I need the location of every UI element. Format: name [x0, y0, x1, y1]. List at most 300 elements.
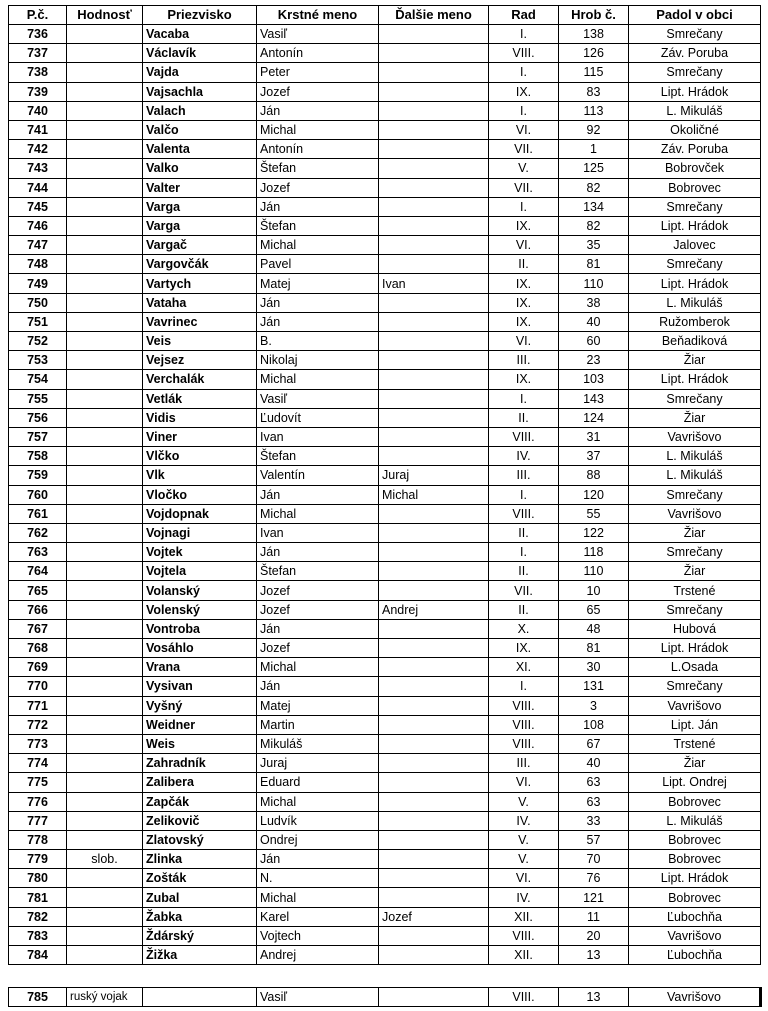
cell-surname: Vacaba	[143, 25, 257, 44]
cell-first-name: Vasiľ	[257, 988, 379, 1007]
cell-village: Bobrovec	[629, 850, 761, 869]
cell-row: VIII.	[489, 427, 559, 446]
cell-village: Trstené	[629, 734, 761, 753]
table-row	[9, 830, 761, 849]
cell-number: 778	[9, 830, 67, 849]
cell-number: 753	[9, 351, 67, 370]
cell-surname: Žižka	[143, 946, 257, 965]
table-row	[9, 562, 761, 581]
cell-surname: Valter	[143, 178, 257, 197]
cell-number: 761	[9, 504, 67, 523]
cell-grave: 31	[559, 427, 629, 446]
cell-grave: 115	[559, 63, 629, 82]
cell-first-name: Ondrej	[257, 830, 379, 849]
cell-village: L. Mikuláš	[629, 101, 761, 120]
cell-grave: 83	[559, 82, 629, 101]
cell-rank: slob.	[67, 850, 143, 869]
cell-village: Smrečany	[629, 543, 761, 562]
cell-other-name	[379, 44, 489, 63]
table-row	[9, 504, 761, 523]
cell-rank	[67, 581, 143, 600]
cell-row: VII.	[489, 178, 559, 197]
cell-rank	[67, 792, 143, 811]
cell-first-name: Jozef	[257, 600, 379, 619]
cell-other-name: Andrej	[379, 600, 489, 619]
cell-first-name: Karel	[257, 907, 379, 926]
cell-village: Smrečany	[629, 485, 761, 504]
cell-rank	[67, 639, 143, 658]
cell-grave: 20	[559, 926, 629, 945]
cell-rank	[67, 274, 143, 293]
cell-village: Záv. Poruba	[629, 140, 761, 159]
cell-other-name	[379, 255, 489, 274]
cell-surname: Zelikovič	[143, 811, 257, 830]
cell-row: IX.	[489, 293, 559, 312]
header-cell: P.č.	[9, 6, 67, 25]
cell-number: 771	[9, 696, 67, 715]
cell-rank	[67, 389, 143, 408]
cell-grave: 1	[559, 140, 629, 159]
cell-village: Vavrišovo	[629, 427, 761, 446]
cell-rank	[67, 63, 143, 82]
cell-surname: Vlčko	[143, 447, 257, 466]
cell-other-name	[379, 197, 489, 216]
cell-other-name	[379, 216, 489, 235]
cell-first-name: Michal	[257, 658, 379, 677]
cell-first-name: Ján	[257, 293, 379, 312]
cell-other-name	[379, 159, 489, 178]
cell-first-name: Eduard	[257, 773, 379, 792]
cell-other-name	[379, 523, 489, 542]
cell-first-name: Ivan	[257, 427, 379, 446]
cell-village: Bobrovec	[629, 178, 761, 197]
table-row	[9, 101, 761, 120]
cell-rank	[67, 236, 143, 255]
cell-village: Bobrovček	[629, 159, 761, 178]
cell-row: IV.	[489, 811, 559, 830]
cell-number: 780	[9, 869, 67, 888]
cell-grave: 70	[559, 850, 629, 869]
table-row	[9, 427, 761, 446]
cell-grave: 37	[559, 447, 629, 466]
cell-rank	[67, 754, 143, 773]
cell-rank	[67, 811, 143, 830]
cell-other-name	[379, 63, 489, 82]
cell-grave: 40	[559, 754, 629, 773]
cell-row: VI.	[489, 773, 559, 792]
table-row	[9, 619, 761, 638]
cell-grave: 23	[559, 351, 629, 370]
cell-rank	[67, 120, 143, 139]
cell-rank	[67, 715, 143, 734]
cell-grave: 113	[559, 101, 629, 120]
cell-row: II.	[489, 600, 559, 619]
cell-row: II.	[489, 523, 559, 542]
cell-first-name: Jozef	[257, 82, 379, 101]
cell-row: IX.	[489, 639, 559, 658]
cell-row: VIII.	[489, 44, 559, 63]
cell-first-name: Vasiľ	[257, 25, 379, 44]
cell-row: VII.	[489, 140, 559, 159]
cell-rank	[67, 427, 143, 446]
cell-rank	[67, 197, 143, 216]
cell-village: Lipt. Hrádok	[629, 639, 761, 658]
cell-other-name	[379, 504, 489, 523]
cell-number: 755	[9, 389, 67, 408]
table-row	[9, 351, 761, 370]
cell-grave: 126	[559, 44, 629, 63]
cell-village: Smrečany	[629, 255, 761, 274]
table-row	[9, 639, 761, 658]
cell-other-name	[379, 658, 489, 677]
cell-first-name: Ján	[257, 543, 379, 562]
cell-first-name: Matej	[257, 696, 379, 715]
cell-other-name	[379, 332, 489, 351]
cell-grave: 120	[559, 485, 629, 504]
cell-first-name: Ján	[257, 485, 379, 504]
cell-other-name: Jozef	[379, 907, 489, 926]
cell-other-name	[379, 120, 489, 139]
cell-row: V.	[489, 830, 559, 849]
cell-village: Bobrovec	[629, 830, 761, 849]
cell-row: VI.	[489, 236, 559, 255]
cell-grave: 110	[559, 274, 629, 293]
cell-village: Žiar	[629, 351, 761, 370]
cell-grave: 138	[559, 25, 629, 44]
cell-other-name	[379, 178, 489, 197]
cell-surname: Zalibera	[143, 773, 257, 792]
table-row	[9, 946, 761, 965]
cell-grave: 33	[559, 811, 629, 830]
cell-rank	[67, 178, 143, 197]
cell-village: L. Mikuláš	[629, 447, 761, 466]
cell-first-name: Ján	[257, 101, 379, 120]
cell-number: 772	[9, 715, 67, 734]
cell-village: Smrečany	[629, 25, 761, 44]
cell-grave: 63	[559, 773, 629, 792]
cell-row: VIII.	[489, 988, 559, 1007]
table-row	[9, 178, 761, 197]
cell-grave: 57	[559, 830, 629, 849]
cell-grave: 65	[559, 600, 629, 619]
cell-surname: Vojtela	[143, 562, 257, 581]
cell-row: VIII.	[489, 926, 559, 945]
cell-surname: Vavrinec	[143, 312, 257, 331]
cell-village: Vavrišovo	[629, 988, 761, 1007]
cell-first-name: Michal	[257, 120, 379, 139]
header-cell: Krstné meno	[257, 6, 379, 25]
header-cell: Hodnosť	[67, 6, 143, 25]
table-row	[9, 792, 761, 811]
cell-row: II.	[489, 408, 559, 427]
cell-grave: 88	[559, 466, 629, 485]
cell-surname: Vyšný	[143, 696, 257, 715]
table-row	[9, 888, 761, 907]
cell-surname: Vontroba	[143, 619, 257, 638]
table-row	[9, 274, 761, 293]
cell-other-name	[379, 427, 489, 446]
cell-grave: 40	[559, 312, 629, 331]
cell-row: IX.	[489, 82, 559, 101]
cell-first-name: Ľudovít	[257, 408, 379, 427]
cell-other-name	[379, 773, 489, 792]
cell-number: 766	[9, 600, 67, 619]
table-row	[9, 447, 761, 466]
cell-row: I.	[489, 63, 559, 82]
header-cell: Rad	[489, 6, 559, 25]
burial-register-table	[8, 5, 761, 965]
cell-grave: 121	[559, 888, 629, 907]
table-row	[9, 523, 761, 542]
cell-row: XII.	[489, 907, 559, 926]
cell-first-name: Andrej	[257, 946, 379, 965]
cell-rank	[67, 562, 143, 581]
cell-village: Smrečany	[629, 600, 761, 619]
cell-number: 738	[9, 63, 67, 82]
table-row	[9, 600, 761, 619]
cell-first-name: Jozef	[257, 639, 379, 658]
cell-other-name: Ivan	[379, 274, 489, 293]
cell-number: 754	[9, 370, 67, 389]
table-row	[9, 140, 761, 159]
cell-grave: 30	[559, 658, 629, 677]
cell-first-name: Štefan	[257, 562, 379, 581]
cell-first-name: Peter	[257, 63, 379, 82]
table-row	[9, 236, 761, 255]
cell-row: IV.	[489, 888, 559, 907]
cell-row: XI.	[489, 658, 559, 677]
cell-grave: 38	[559, 293, 629, 312]
cell-village: L. Mikuláš	[629, 466, 761, 485]
cell-number: 746	[9, 216, 67, 235]
cell-rank	[67, 101, 143, 120]
table-row	[9, 754, 761, 773]
cell-grave: 92	[559, 120, 629, 139]
cell-number: 750	[9, 293, 67, 312]
cell-first-name: Matej	[257, 274, 379, 293]
table-row	[9, 734, 761, 753]
cell-number: 765	[9, 581, 67, 600]
table-row	[9, 408, 761, 427]
cell-number: 749	[9, 274, 67, 293]
cell-village: Lipt. Hrádok	[629, 370, 761, 389]
cell-surname: Vrana	[143, 658, 257, 677]
cell-rank	[67, 485, 143, 504]
cell-rank	[67, 773, 143, 792]
cell-other-name	[379, 850, 489, 869]
cell-grave: 122	[559, 523, 629, 542]
cell-first-name: Michal	[257, 370, 379, 389]
cell-first-name: Ludvík	[257, 811, 379, 830]
cell-rank	[67, 696, 143, 715]
cell-other-name	[379, 543, 489, 562]
cell-village: Trstené	[629, 581, 761, 600]
cell-other-name	[379, 236, 489, 255]
table-row	[9, 696, 761, 715]
cell-first-name: Michal	[257, 504, 379, 523]
cell-grave: 13	[559, 988, 629, 1007]
cell-surname: Zahradník	[143, 754, 257, 773]
cell-row: VIII.	[489, 504, 559, 523]
cell-surname: Zapčák	[143, 792, 257, 811]
cell-row: X.	[489, 619, 559, 638]
table-row	[9, 988, 761, 1007]
table-row	[9, 485, 761, 504]
cell-first-name: Vasiľ	[257, 389, 379, 408]
cell-village: Okoličné	[629, 120, 761, 139]
cell-other-name	[379, 811, 489, 830]
cell-number: 763	[9, 543, 67, 562]
cell-village: Lipt. Hrádok	[629, 82, 761, 101]
table-row	[9, 543, 761, 562]
cell-number: 743	[9, 159, 67, 178]
table-row	[9, 293, 761, 312]
cell-first-name: Ivan	[257, 523, 379, 542]
cell-surname: Valko	[143, 159, 257, 178]
cell-rank	[67, 677, 143, 696]
header-cell: Padol v obci	[629, 6, 761, 25]
cell-row: II.	[489, 255, 559, 274]
table-row	[9, 581, 761, 600]
cell-row: VIII.	[489, 715, 559, 734]
cell-number: 741	[9, 120, 67, 139]
cell-first-name: Ján	[257, 850, 379, 869]
cell-row: IX.	[489, 274, 559, 293]
cell-first-name: Jozef	[257, 178, 379, 197]
cell-first-name: Ján	[257, 677, 379, 696]
cell-grave: 103	[559, 370, 629, 389]
cell-village: Lipt. Hrádok	[629, 274, 761, 293]
cell-surname: Žabka	[143, 907, 257, 926]
cell-village: Smrečany	[629, 197, 761, 216]
cell-rank	[67, 869, 143, 888]
cell-rank	[67, 408, 143, 427]
cell-surname: Vojtek	[143, 543, 257, 562]
cell-surname: Valach	[143, 101, 257, 120]
cell-number: 744	[9, 178, 67, 197]
cell-grave: 63	[559, 792, 629, 811]
cell-rank	[67, 504, 143, 523]
cell-other-name	[379, 389, 489, 408]
table-row	[9, 677, 761, 696]
cell-village: Ľubochňa	[629, 946, 761, 965]
cell-surname: Ždárský	[143, 926, 257, 945]
table-row	[9, 159, 761, 178]
cell-other-name	[379, 312, 489, 331]
cell-number: 751	[9, 312, 67, 331]
cell-row: VI.	[489, 869, 559, 888]
cell-row: III.	[489, 466, 559, 485]
cell-surname: Valenta	[143, 140, 257, 159]
header-row	[9, 6, 761, 25]
cell-other-name	[379, 696, 489, 715]
cell-grave: 76	[559, 869, 629, 888]
cell-rank: ruský vojak	[67, 988, 143, 1007]
cell-other-name	[379, 677, 489, 696]
table-row	[9, 370, 761, 389]
cell-number: 785	[9, 988, 67, 1007]
cell-number: 770	[9, 677, 67, 696]
cell-village: Vavrišovo	[629, 504, 761, 523]
cell-number: 760	[9, 485, 67, 504]
cell-first-name: Ján	[257, 197, 379, 216]
cell-first-name: Michal	[257, 888, 379, 907]
cell-grave: 60	[559, 332, 629, 351]
cell-other-name	[379, 639, 489, 658]
cell-grave: 134	[559, 197, 629, 216]
cell-surname: Varga	[143, 197, 257, 216]
cell-village: Smrečany	[629, 677, 761, 696]
cell-surname: Veis	[143, 332, 257, 351]
cell-first-name: Valentín	[257, 466, 379, 485]
cell-row: V.	[489, 850, 559, 869]
cell-row: VIII.	[489, 734, 559, 753]
cell-surname	[143, 988, 257, 1007]
cell-number: 767	[9, 619, 67, 638]
cell-village: L. Mikuláš	[629, 811, 761, 830]
cell-first-name: Mikuláš	[257, 734, 379, 753]
cell-other-name	[379, 926, 489, 945]
cell-surname: Vajda	[143, 63, 257, 82]
cell-grave: 55	[559, 504, 629, 523]
cell-number: 739	[9, 82, 67, 101]
cell-grave: 124	[559, 408, 629, 427]
cell-rank	[67, 255, 143, 274]
cell-grave: 81	[559, 639, 629, 658]
cell-first-name: Vojtech	[257, 926, 379, 945]
cell-first-name: Juraj	[257, 754, 379, 773]
cell-grave: 82	[559, 216, 629, 235]
cell-other-name	[379, 370, 489, 389]
table-row	[9, 197, 761, 216]
cell-other-name	[379, 830, 489, 849]
table-row	[9, 773, 761, 792]
cell-row: VIII.	[489, 696, 559, 715]
cell-first-name: Ján	[257, 619, 379, 638]
cell-village: L.Osada	[629, 658, 761, 677]
cell-grave: 82	[559, 178, 629, 197]
cell-village: Hubová	[629, 619, 761, 638]
cell-grave: 10	[559, 581, 629, 600]
cell-row: I.	[489, 543, 559, 562]
table-row	[9, 82, 761, 101]
extra-entry-table	[8, 987, 762, 1007]
cell-village: L. Mikuláš	[629, 293, 761, 312]
cell-row: XII.	[489, 946, 559, 965]
cell-number: 745	[9, 197, 67, 216]
cell-rank	[67, 907, 143, 926]
cell-village: Ľubochňa	[629, 907, 761, 926]
cell-number: 759	[9, 466, 67, 485]
cell-village: Jalovec	[629, 236, 761, 255]
cell-other-name	[379, 988, 489, 1007]
cell-rank	[67, 946, 143, 965]
cell-village: Beňadiková	[629, 332, 761, 351]
cell-grave: 35	[559, 236, 629, 255]
cell-village: Žiar	[629, 754, 761, 773]
cell-rank	[67, 926, 143, 945]
header-cell: Hrob č.	[559, 6, 629, 25]
cell-rank	[67, 216, 143, 235]
cell-surname: Vargač	[143, 236, 257, 255]
cell-number: 757	[9, 427, 67, 446]
cell-village: Žiar	[629, 523, 761, 542]
cell-surname: Viner	[143, 427, 257, 446]
table-row	[9, 25, 761, 44]
cell-other-name	[379, 25, 489, 44]
cell-surname: Vartych	[143, 274, 257, 293]
cell-surname: Vojdopnak	[143, 504, 257, 523]
